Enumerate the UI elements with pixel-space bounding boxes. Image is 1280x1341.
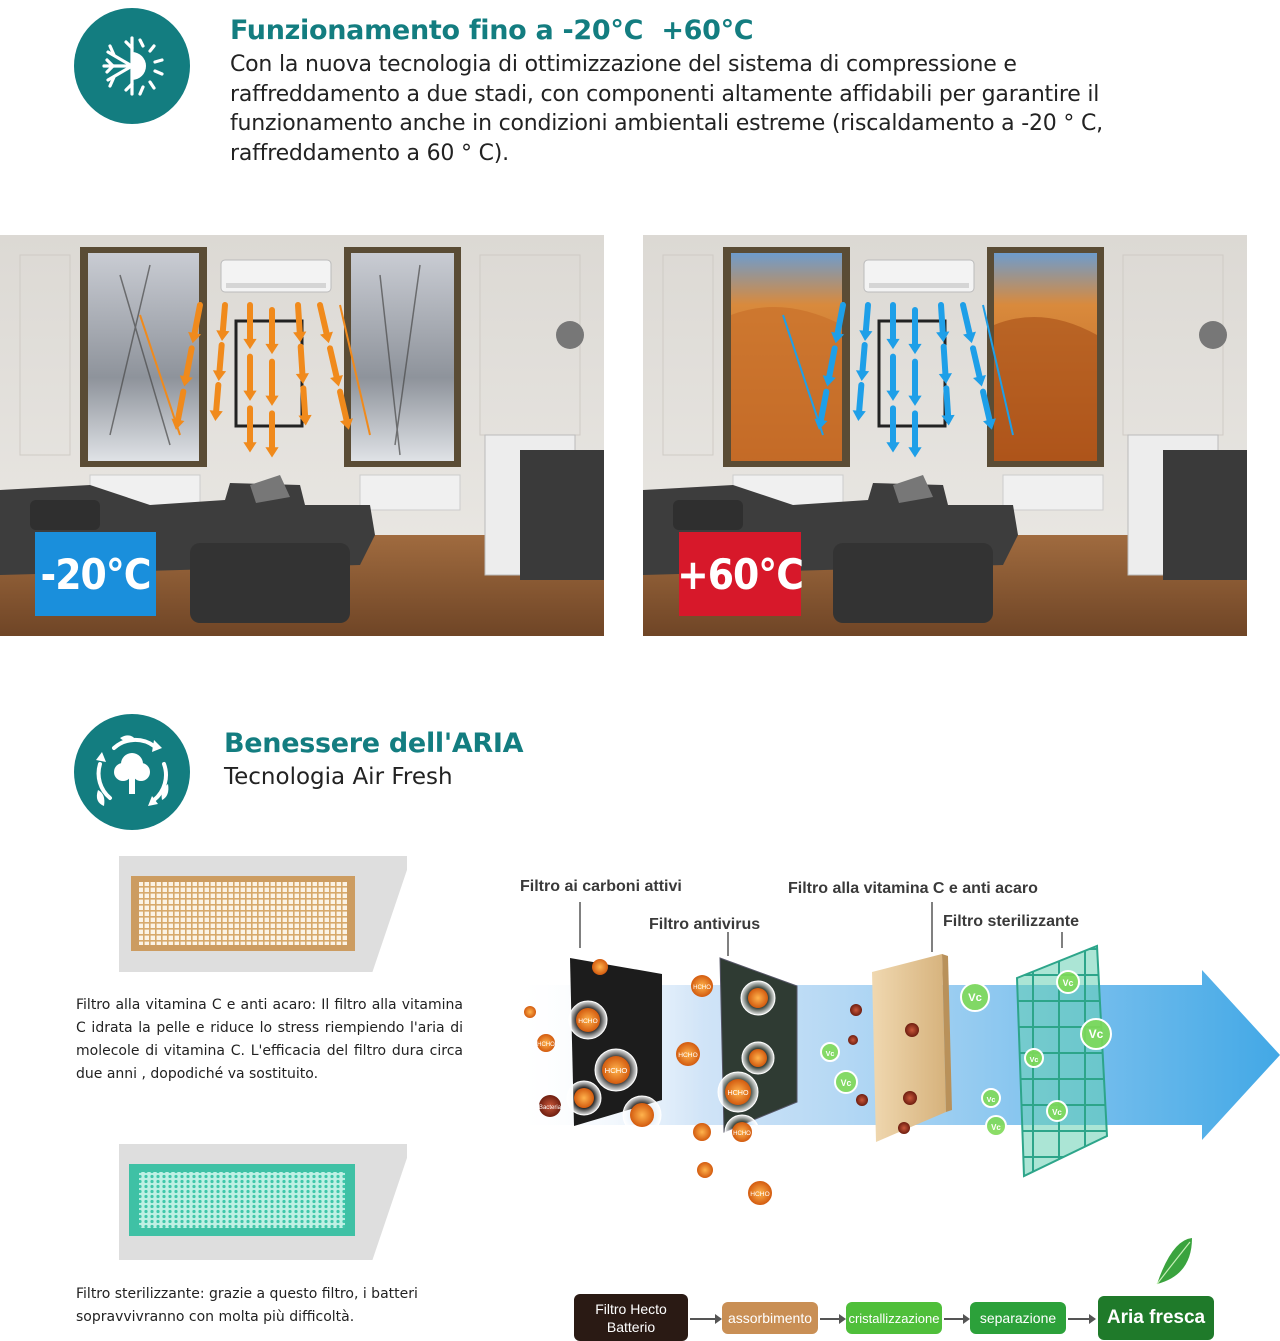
airflow-arrow [303,388,305,417]
flow-step-hecto [574,1294,688,1341]
particle [592,959,608,975]
tree-recycle-icon [74,714,190,830]
particle-label: HCHO [693,985,711,991]
snowflake-sun-icon [74,8,190,124]
vitamin-c-label: Vc [968,992,982,1004]
airflow-arrow [944,347,946,376]
particle [630,1103,654,1127]
section1-icon [74,8,190,124]
flow-arrow [820,1318,844,1320]
particle [856,1094,868,1106]
hot-temperature-badge: +60°C [679,532,801,616]
section1-body-line: funzionamento anche in condizioni ambientali estreme (riscaldamento a -20 ° C, [230,111,1103,136]
section2-subtitle: Tecnologia Air Fresh [224,764,453,790]
flow-arrow [1068,1318,1094,1320]
flow-arrow [690,1318,720,1320]
label-sterilizing-filter: Filtro sterilizzante [943,913,1080,930]
airflow-arrow [301,347,303,376]
vitamin-c-label: Vc [1029,1055,1039,1064]
airflow-arrow [859,385,861,413]
particle [693,1123,711,1141]
vitamin-filter-description: Filtro alla vitamina C e anti acaro: Il filtro alla vitamina C idrata la pelle e riduce lo stress riempiendo l'aria di molecole di vitamina C. L'efficacia del filtro dura circa due anni , dopodiché va sostituito. [76,997,463,1082]
flow-step-fresh-air-label: Aria fresca [1106,1307,1206,1328]
particle-label: HCHO [604,1066,628,1075]
section1-body [230,50,1230,168]
flow-step-absorption-label: assorbimento [727,1310,813,1326]
flow-arrow [944,1318,968,1320]
flow-step-fresh-air [1098,1296,1214,1340]
flow-step-crystallization-label: cristallizzazione [848,1310,940,1326]
airflow-arrow [219,345,221,373]
particle-label: HCHO [727,1089,749,1097]
particle [748,988,768,1008]
section1-body-line: raffreddamento a due stadi, con componenti altamente affidabili per garantire il [230,81,1100,107]
airflow-arrow [862,345,864,373]
particle [697,1162,713,1178]
particle [848,1035,858,1045]
section2-title: Benessere dell'ARIA [224,728,524,759]
particle [574,1088,594,1108]
vitamin-c-label: Vc [1088,1027,1104,1041]
airflow-arrow [866,305,868,333]
vitamin-c-label: Vc [991,1123,1001,1132]
flow-step-absorption [722,1302,818,1334]
label-carbon-filter: Filtro ai carboni attivi [520,878,682,895]
airflow-arrow [298,305,300,334]
hot-room-image [643,235,1247,636]
particle-label: HCHO [750,1191,770,1198]
flow-step-separation [970,1302,1066,1334]
airflow-arrow [216,385,218,413]
particle [749,1049,767,1067]
section1-body-line: Con la nuova tecnologia di ottimizzazione del sistema di compressione e [230,52,1017,77]
particle [850,1004,862,1016]
particle-label: HCHO [578,1018,598,1025]
section2-icon [74,714,190,830]
particle-label: Bacteria [538,1105,562,1111]
flow-step-hecto-line2: Batterio [606,1318,656,1335]
flow-step-separation-label: separazione [979,1310,1057,1326]
airflow-arrow [946,388,948,417]
sterilizing-filter-image [119,1144,407,1260]
vitamin-c-label: Vc [825,1049,835,1058]
particle-label: HCHO [733,1131,751,1137]
sterilizing-filter-description: Filtro sterilizzante: grazie a questo filtro, i batteri sopravvivranno con molta più difficoltà. [76,1286,418,1325]
cold-temperature-badge: -20°C [35,532,156,616]
particle [903,1091,917,1105]
particle [905,1023,919,1037]
airflow-arrow [941,305,943,334]
vitamin-filter-image [119,856,407,972]
particle-label: HCHO [678,1052,698,1059]
vitamin-c-label: Vc [840,1078,852,1088]
vitamin-c-label: Vc [1052,1108,1062,1117]
label-antivirus-filter: Filtro antivirus [649,916,761,933]
cold-room-image [0,235,604,636]
airflow-arrow [223,305,225,333]
particle [524,1006,536,1018]
flow-step-hecto-line1: Filtro Hecto [595,1300,667,1317]
filter-diagram [512,870,1280,1341]
section1-title: Funzionamento fino a -20°C +60°C [230,15,754,46]
flow-step-crystallization [846,1302,942,1334]
vitamin-c-label: Vc [986,1095,996,1104]
particle-label: HCHO [537,1042,555,1048]
particle [898,1122,910,1134]
vitamin-c-label: Vc [1062,978,1074,988]
label-vitamin-filter: Filtro alla vitamina C e anti acaro [788,880,1038,897]
section1-body-line: raffreddamento a 60 ° C). [230,140,509,166]
